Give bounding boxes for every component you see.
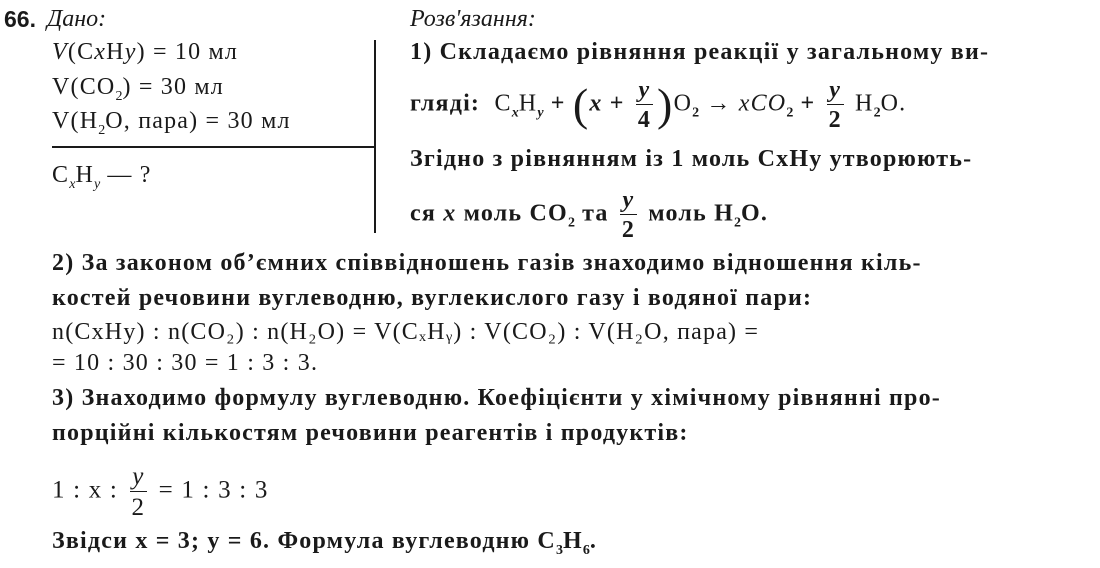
given-divider [52,146,374,148]
given-volume-h2o: $V(H_2O$, пара) = 30 мл [52,108,291,138]
given-find: $C_xH_y$ — ? [52,162,152,192]
step2-line2: костей речовини вуглеводню, вуглекислого газу і водяної пари: [52,285,813,311]
given-volume-co2: $V(CO_2) = 30$ мл [52,74,224,104]
given-vertical-divider [374,40,376,233]
step3-answer: Звідси x = 3; y = 6. Формула вуглеводню $C_3H_6$. [52,528,598,558]
step2-line3: n(CxHy) : n(CO₂) : n(H₂O) = V(CₓHᵧ) : V(CO₂) : V(H₂O, пара) = [52,319,760,345]
step3-ratio: 1 : x : $\frac{y}{2}$ = 1 : 3 : 3 [52,463,269,521]
problem-number: 66. [4,6,36,32]
step1-line3: Згідно з рівнянням із 1 моль CxHy утворюють- [410,146,973,172]
step1-line1: 1) Складаємо рівняння реакції у загальному ви- [410,39,990,65]
step1-equation: гляді: $C_xH_y + (x$ + $\frac{y}{4}$ )$O_2 \to xCO_2$ + $\frac{y}{2}$ $H_2O$. [410,77,907,133]
solution-heading: Розв'язання: [410,6,536,32]
step3-line2: порційні кількостям речовини реагентів і продуктів: [52,420,689,446]
step3-line1: 3) Знаходимо формулу вуглеводню. Коефіцієнти у хімічному рівнянні про- [52,385,941,411]
given-heading: Дано: [47,6,107,32]
given-volume-hydrocarbon: V(CxHy) = 10 мл [52,39,239,65]
step2-line1: 2) За законом об’ємних співвідношень газів знаходимо відношення кіль- [52,250,922,276]
step1-line4: ся x моль $CO_2$ та $\frac{y}{2}$ моль $H_2O$. [410,187,769,243]
step2-line4: = 10 : 30 : 30 = 1 : 3 : 3. [52,350,319,376]
